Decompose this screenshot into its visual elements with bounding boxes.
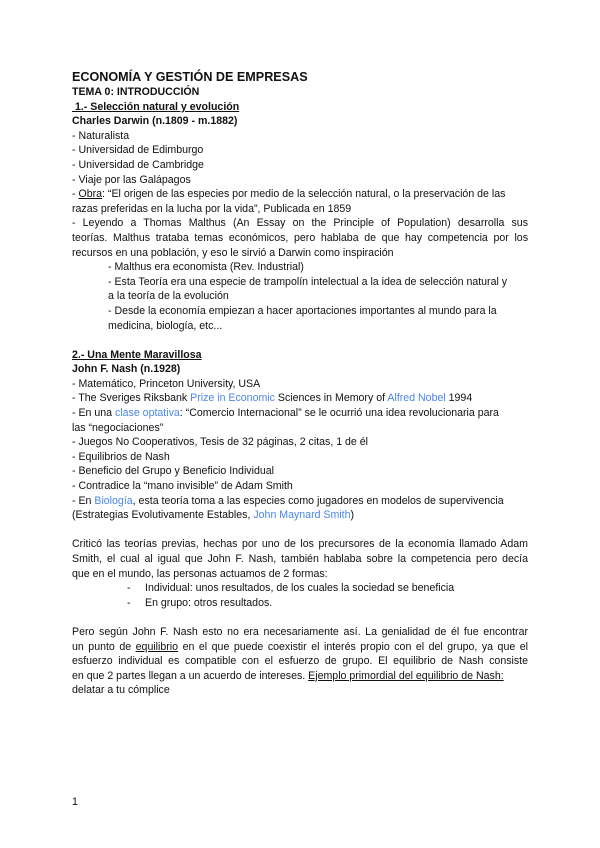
paragraph-line: Criticó las teorías previas, hechas por uno de los precursores de la economía llamado Adam <box>72 538 528 551</box>
bullet-dash: - <box>127 596 131 609</box>
sub-item: - Desde la economía empiezan a hacer aportaciones importantes al mundo para la <box>108 304 497 317</box>
obra-label: Obra <box>78 188 103 201</box>
obra-line <box>72 187 528 202</box>
item-text: - The Sveriges Riksbank <box>72 392 191 405</box>
section-2-heading: 2.- Una Mente Maravillosa <box>72 348 202 361</box>
list-item: - Matemático, Princeton University, USA <box>72 377 261 390</box>
document-title: ECONOMÍA Y GESTIÓN DE EMPRESAS <box>72 70 308 84</box>
paragraph-line: Smith, el cual al igual que John F. Nash, también hablaba sobre la competencia pero decía <box>72 553 528 565</box>
list-item: - Contradice la “mano invisible” de Adam Smith <box>72 480 293 493</box>
paragraph-text: en el que puede coexistir el interés propio con el del grupo, ya que el <box>178 640 528 653</box>
list-item <box>72 391 528 406</box>
malthus-line: teorías. Malthus trataba temas económicos, pero hablaba de que hay competencia por los <box>72 231 528 244</box>
sub-item: - Malthus era economista (Rev. Industrial) <box>108 261 304 274</box>
list-item: - Juegos No Cooperativos, Tesis de 32 páginas, 2 citas, 1 de él <box>72 436 369 449</box>
bullet-item <box>72 596 528 611</box>
bullet-text: En grupo: otros resultados. <box>145 596 273 609</box>
sub-item: - Esta Teoría era una especie de trampolín intelectual a la idea de selección natural y <box>108 275 508 288</box>
underlined-term: equilibrio <box>135 640 179 653</box>
item-text: (Estrategias Evolutivamente Estables, <box>72 509 254 522</box>
list-item: - Beneficio del Grupo y Beneficio Individual <box>72 465 274 478</box>
list-item-cont <box>72 508 528 523</box>
link-clase-optativa[interactable]: clase optativa <box>115 407 180 420</box>
paragraph-line <box>72 640 528 655</box>
item-text: : “Comercio Internacional” se le ocurrió una idea revolucionaria para <box>179 407 499 420</box>
sub-item-cont: a la teoría de la evolución <box>108 290 229 303</box>
item-text: - En una <box>72 407 115 420</box>
obra-dash: - <box>72 188 79 201</box>
link-alfred-nobel[interactable]: Alfred Nobel <box>387 392 446 405</box>
paragraph-line: esfuerzo individual es compatible con el esfuerzo de grupo. El equilibrio de Nash consiste <box>72 655 528 668</box>
malthus-line: recursos en una población, y eso le sirvió a Darwin como inspiración <box>72 246 394 259</box>
link-biologia[interactable]: Biología <box>94 494 133 507</box>
list-item: - Naturalista <box>72 129 130 142</box>
list-item <box>72 406 528 421</box>
bullet-dash: - <box>127 582 131 595</box>
list-item-cont: las “negociaciones” <box>72 421 164 434</box>
section-1-heading: 1.- Selección natural y evolución <box>72 100 240 113</box>
bullet-item <box>72 581 528 596</box>
paragraph-line <box>72 669 528 684</box>
link-john-maynard-smith[interactable]: John Maynard Smith <box>253 509 351 522</box>
list-item: - Universidad de Cambridge <box>72 158 204 171</box>
malthus-line: - Leyendo a Thomas Malthus (An Essay on the Principle of Population) desarrolla sus <box>72 217 528 230</box>
item-text: ) <box>350 509 355 522</box>
sub-item-cont: medicina, biología, etc... <box>108 319 223 332</box>
item-text: - En <box>72 494 95 507</box>
paragraph-line: Pero según John F. Nash esto no era necesariamente así. La genialidad de él fue encontrar <box>72 625 528 638</box>
list-item: - Universidad de Edimburgo <box>72 144 204 157</box>
item-text: , esta teoría toma a las especies como jugadores en modelos de supervivencia <box>132 494 504 507</box>
list-item <box>72 494 528 509</box>
underlined-example: Ejemplo primordial del equilibrio de Nash: <box>308 669 504 682</box>
section-1-person: Charles Darwin (n.1809 - m.1882) <box>72 115 238 128</box>
link-prize-in-economic[interactable]: Prize in Economic <box>190 392 275 405</box>
paragraph-text: un punto de <box>72 640 136 653</box>
bullet-text: Individual: unos resultados, de los cuales la sociedad se beneficia <box>145 582 455 595</box>
document-subtitle: TEMA 0: INTRODUCCIÓN <box>72 86 200 98</box>
paragraph-text: en que 2 partes llegan a un acuerdo de intereses. <box>72 669 309 682</box>
section-2-person: John F. Nash (n.1928) <box>72 363 181 376</box>
obra-text-cont: razas preferidas en la lucha por la vida”, Publicada en 1859 <box>72 202 352 215</box>
item-text: 1994 <box>445 392 473 405</box>
document-page <box>72 70 528 698</box>
list-item: - Equilibrios de Nash <box>72 450 170 463</box>
paragraph-line: delatar a tu cómplice <box>72 684 170 697</box>
list-item: - Viaje por las Galápagos <box>72 173 191 186</box>
page-number: 1 <box>72 796 78 808</box>
paragraph-line: que en el mundo, las personas actuamos de 2 formas: <box>72 567 328 580</box>
item-text: Sciences in Memory of <box>274 392 388 405</box>
obra-text: : “El origen de las especies por medio de la selección natural, o la preservación de las <box>102 188 506 201</box>
